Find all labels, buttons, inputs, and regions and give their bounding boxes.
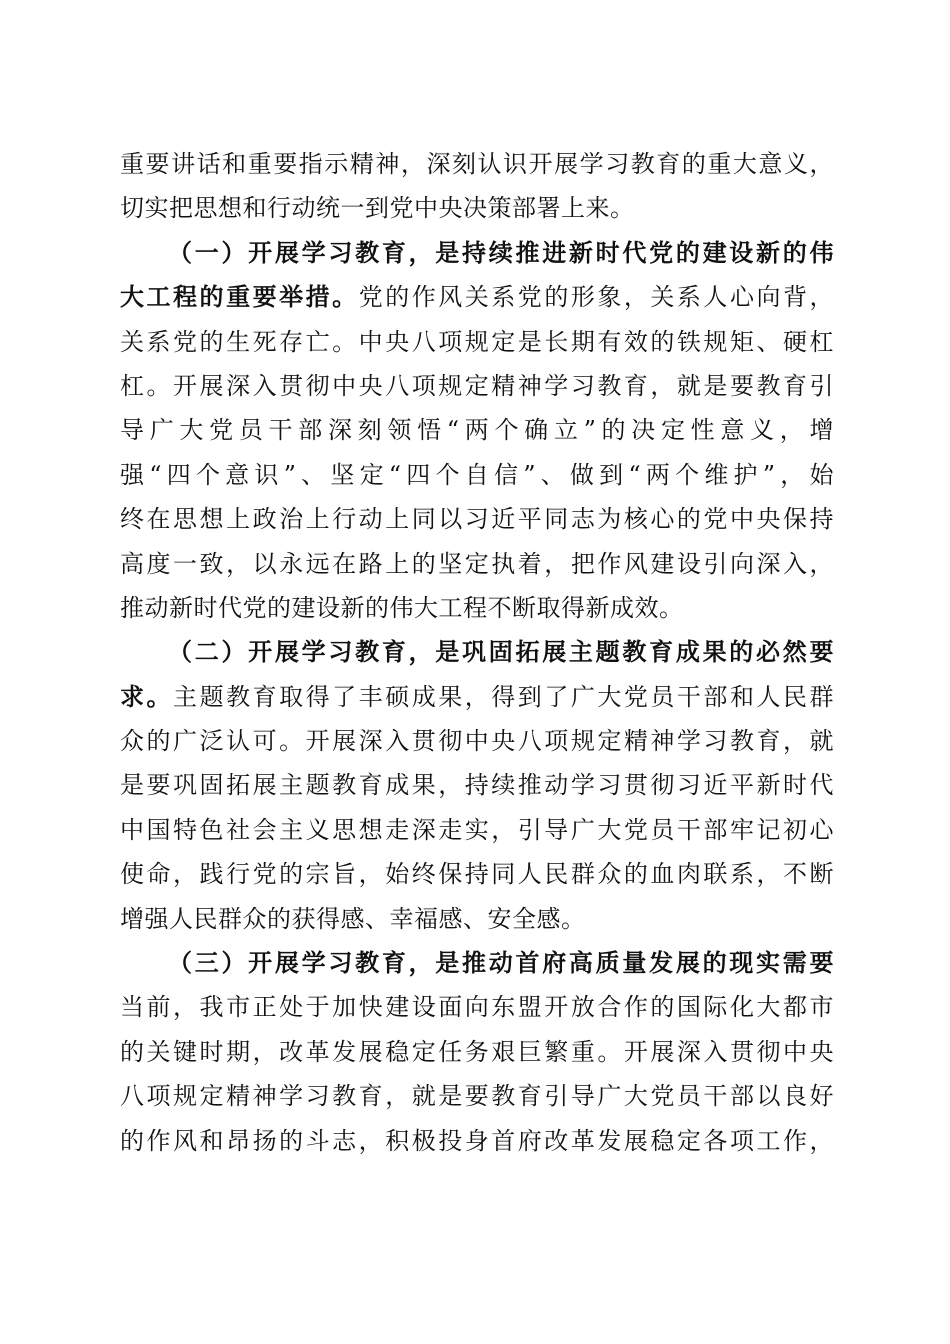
body-text: 终在思想上政治上行动上同以习近平同志为核心的党中央保持 [120, 505, 834, 534]
body-text: 党的作风关系党的形象，关系人心向背， [358, 283, 835, 312]
body-text: 增强人民群众的获得感、幸福感、安全感。 [120, 904, 586, 933]
text-line [120, 852, 834, 896]
body-text: 强“四个意识”、坚定“四个自信”、做到“两个维护”，始 [120, 460, 834, 489]
text-line [120, 630, 834, 674]
text-line [120, 1074, 834, 1118]
body-text: 中国特色社会主义思想走深走实，引导广大党员干部牢记初心 [120, 815, 834, 844]
body-text: 是要巩固拓展主题教育成果，持续推动学习贯彻习近平新时代 [120, 771, 834, 800]
body-text: 使命，践行党的宗旨，始终保持同人民群众的血肉联系，不断 [120, 860, 834, 889]
body-text: 八项规定精神学习教育，就是要教育引导广大党员干部以良好 [120, 1082, 834, 1111]
text-line [120, 186, 834, 230]
paragraph-section-3 [120, 941, 834, 1163]
heading-text: （一）开展学习教育，是持续推进新时代党的建设新的伟 [168, 237, 834, 267]
text-line [120, 275, 834, 319]
body-text: 导广大党员干部深刻领悟“两个确立”的决定性意义，增 [120, 416, 834, 445]
text-line [120, 497, 834, 541]
body-text: 当前，我市正处于加快建设面向东盟开放合作的国际化大都市 [120, 993, 834, 1022]
heading-text: （二）开展学习教育，是巩固拓展主题教育成果的必然要 [168, 637, 834, 667]
paragraph-section-2 [120, 630, 834, 941]
text-line [120, 453, 834, 497]
text-line [120, 763, 834, 807]
text-line [120, 586, 834, 630]
heading-text: （三）开展学习教育，是推动首府高质量发展的现实需要 [168, 948, 834, 978]
document-body [120, 142, 834, 1163]
body-text: 的作风和昂扬的斗志，积极投身首府改革发展稳定各项工作， [120, 1126, 834, 1155]
body-text: 众的广泛认可。开展深入贯彻中央八项规定精神学习教育，就 [120, 727, 834, 756]
body-text: 的关键时期，改革发展稳定任务艰巨繁重。开展深入贯彻中央 [120, 1037, 834, 1066]
text-line [120, 675, 834, 719]
text-line [120, 897, 834, 941]
body-text: 杠。开展深入贯彻中央八项规定精神学习教育，就是要教育引 [120, 371, 834, 400]
text-line [120, 231, 834, 275]
body-text: 切实把思想和行动统一到党中央决策部署上来。 [120, 194, 635, 223]
body-text: 重要讲话和重要指示精神，深刻认识开展学习教育的重大意义， [120, 150, 834, 178]
paragraph-section-1 [120, 231, 834, 631]
body-text: 推动新时代党的建设新的伟大工程不断取得新成效。 [120, 593, 684, 622]
heading-text: 大工程的重要举措。 [120, 282, 359, 312]
text-line [120, 985, 834, 1029]
text-line [120, 542, 834, 586]
text-line [120, 941, 834, 985]
text-line [120, 408, 834, 452]
text-line [120, 808, 834, 852]
body-text: 主题教育取得了丰硕成果，得到了广大党员干部和人民群 [173, 682, 835, 711]
text-line [120, 1030, 834, 1074]
text-line [120, 1119, 834, 1163]
text-line [120, 142, 834, 186]
body-text: 高度一致，以永远在路上的坚定执着，把作风建设引向深入， [120, 549, 834, 578]
paragraph-intro [120, 142, 834, 231]
text-line [120, 364, 834, 408]
text-line [120, 320, 834, 364]
text-line [120, 719, 834, 763]
body-text: 关系党的生死存亡。中央八项规定是长期有效的铁规矩、硬杠 [120, 327, 834, 356]
heading-text: 求。 [120, 681, 174, 711]
